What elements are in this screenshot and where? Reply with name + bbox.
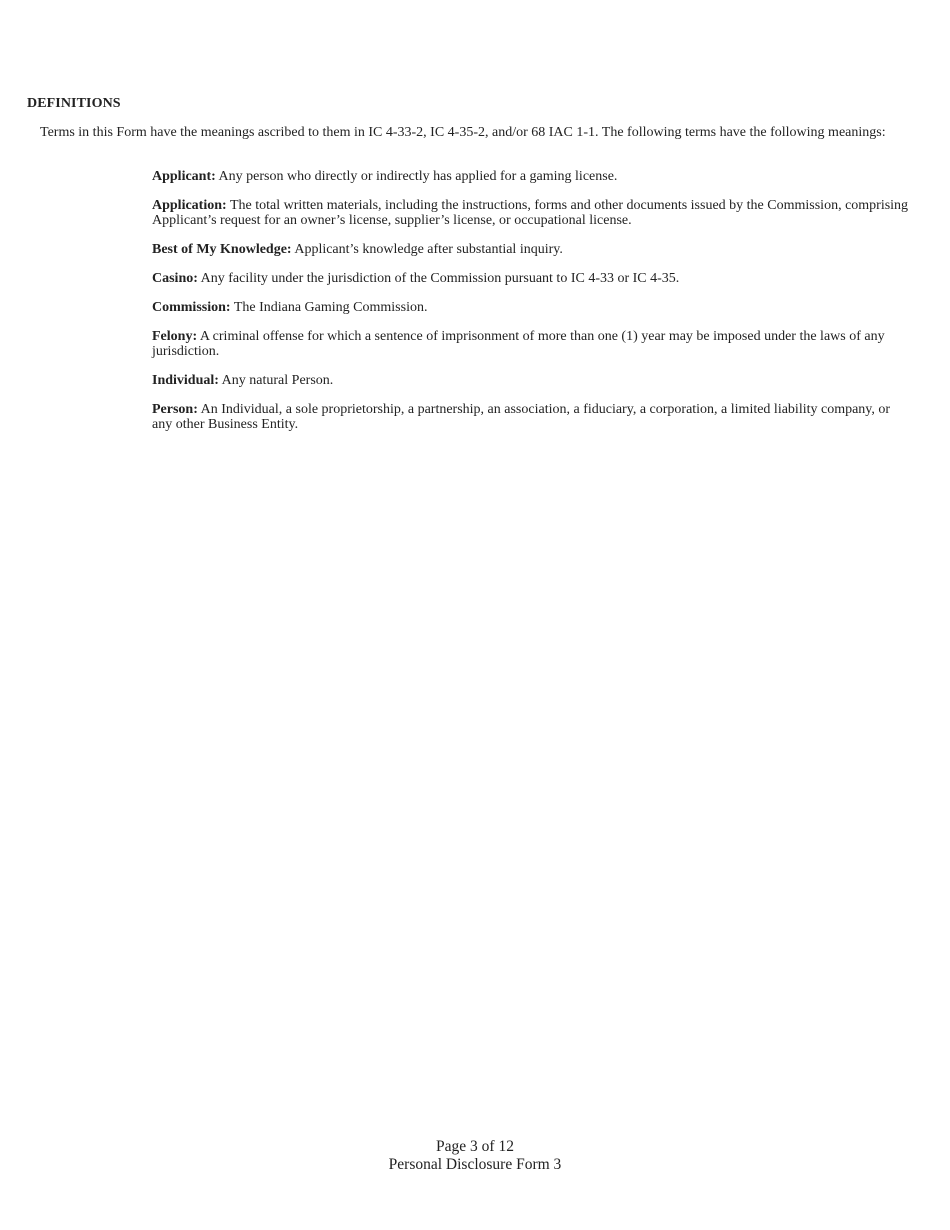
intro-paragraph: Terms in this Form have the meanings ascribed to them in IC 4-33-2, IC 4-35-2, and/or 68 IAC 1-1. The following terms have the following meanings: <box>40 125 886 140</box>
definition-felony <box>152 329 912 359</box>
definition-text: The total written materials, including the instructions, forms and other documents issued by the Commission, comprising Applicant’s request for an owner’s license, supplier’s license, or occupational license. <box>152 198 909 228</box>
definitions-list <box>152 169 912 446</box>
form-name: Personal Disclosure Form 3 <box>388 1156 562 1173</box>
definition-best-of-my-knowledge <box>152 242 912 257</box>
definition-term: Commission: <box>152 300 231 315</box>
definition-term: Applicant: <box>152 169 216 184</box>
definition-text: The Indiana Gaming Commission. <box>233 300 428 315</box>
definition-individual <box>152 373 912 388</box>
definition-text: Any facility under the jurisdiction of the Commission pursuant to IC 4-33 or IC 4-35. <box>200 271 680 286</box>
definition-term: Application: <box>152 198 227 213</box>
definition-term: Felony: <box>152 329 198 344</box>
definition-casino <box>152 271 912 286</box>
definition-text: Any natural Person. <box>221 373 334 388</box>
definition-text: A criminal offense for which a sentence of imprisonment of more than one (1) year may be imposed under the laws of any jurisdiction. <box>152 329 885 359</box>
definition-term: Person: <box>152 402 198 417</box>
definition-term: Individual: <box>152 373 219 388</box>
definition-text: An Individual, a sole proprietorship, a partnership, an association, a fiduciary, a corporation, a limited liability company, or any other Business Entity. <box>152 402 891 432</box>
definition-application <box>152 198 912 228</box>
definition-term: Best of My Knowledge: <box>152 242 292 257</box>
section-heading: DEFINITIONS <box>27 96 121 111</box>
definition-term: Casino: <box>152 271 198 286</box>
definition-text: Any person who directly or indirectly has applied for a gaming license. <box>218 169 618 184</box>
definition-commission <box>152 300 912 315</box>
definition-text: Applicant’s knowledge after substantial inquiry. <box>294 242 563 257</box>
definition-person <box>152 402 912 432</box>
definition-applicant <box>152 169 912 184</box>
page-number: Page 3 of 12 <box>436 1138 514 1155</box>
